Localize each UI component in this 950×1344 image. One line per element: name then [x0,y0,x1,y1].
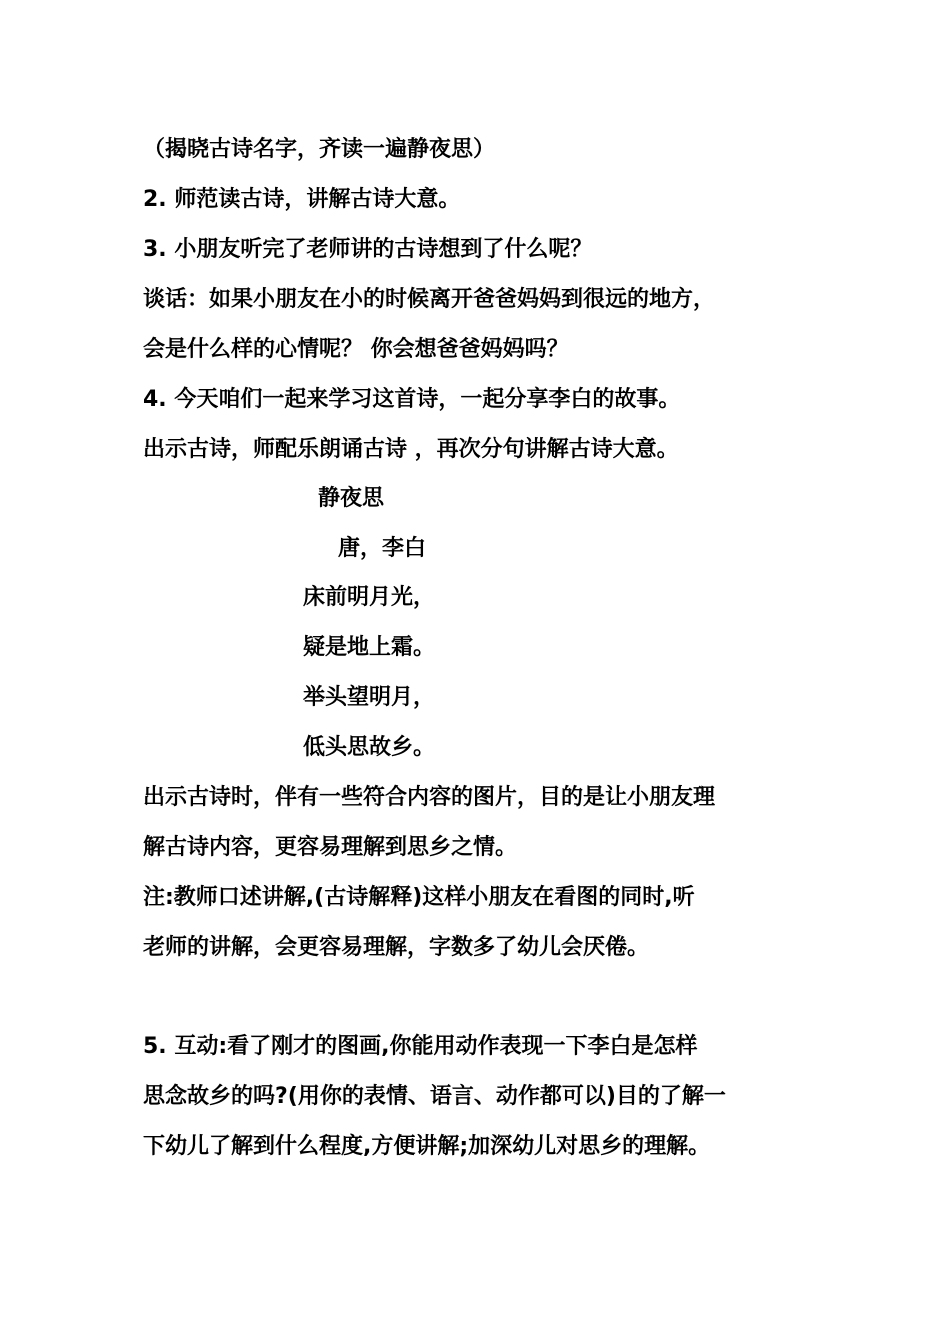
text-line: （揭晓古诗名字，齐读一遍静夜思） [143,137,496,162]
text-line: 下幼儿了解到什么程度,方便讲解;加深幼儿对思乡的理解。 [143,1134,711,1159]
text-line: 出示古诗时，伴有一些符合内容的图片，目的是让小朋友理 [143,785,716,810]
text-line: 谈话：如果小朋友在小的时候离开爸爸妈妈到很远的地方， [143,287,716,312]
text-line: 出示古诗，师配乐朗诵古诗 ，再次分句讲解古诗大意。 [143,437,679,462]
poem-verse: 床前明月光， [303,585,436,610]
text-line: 解古诗内容，更容易理解到思乡之情。 [143,835,518,860]
poem-verse: 低头思故乡。 [303,735,436,760]
poem-title: 静夜思 [318,486,385,511]
poem-verse: 疑是地上霜。 [303,635,436,660]
text-line: 思念故乡的吗?(用你的表情、语言、动作都可以)目的了解一 [143,1084,726,1109]
poem-verse: 举头望明月， [303,685,436,710]
text-line: 4. 今天咱们一起来学习这首诗，一起分享李白的故事。 [143,387,681,412]
text-line: 5. 互动:看了刚才的图画,你能用动作表现一下李白是怎样 [143,1034,698,1059]
text-line: 2. 师范读古诗，讲解古诗大意。 [143,187,461,212]
text-line: 注:教师口述讲解,(古诗解释)这样小朋友在看图的同时,听 [143,885,695,910]
text-line: 老师的讲解，会更容易理解，字数多了幼儿会厌倦。 [143,935,650,960]
poem-author: 唐，李白 [338,536,427,561]
text-line: 会是什么样的心情呢？ 你会想爸爸妈妈吗？ [143,337,569,362]
text-line: 3. 小朋友听完了老师讲的古诗想到了什么呢？ [143,237,593,262]
